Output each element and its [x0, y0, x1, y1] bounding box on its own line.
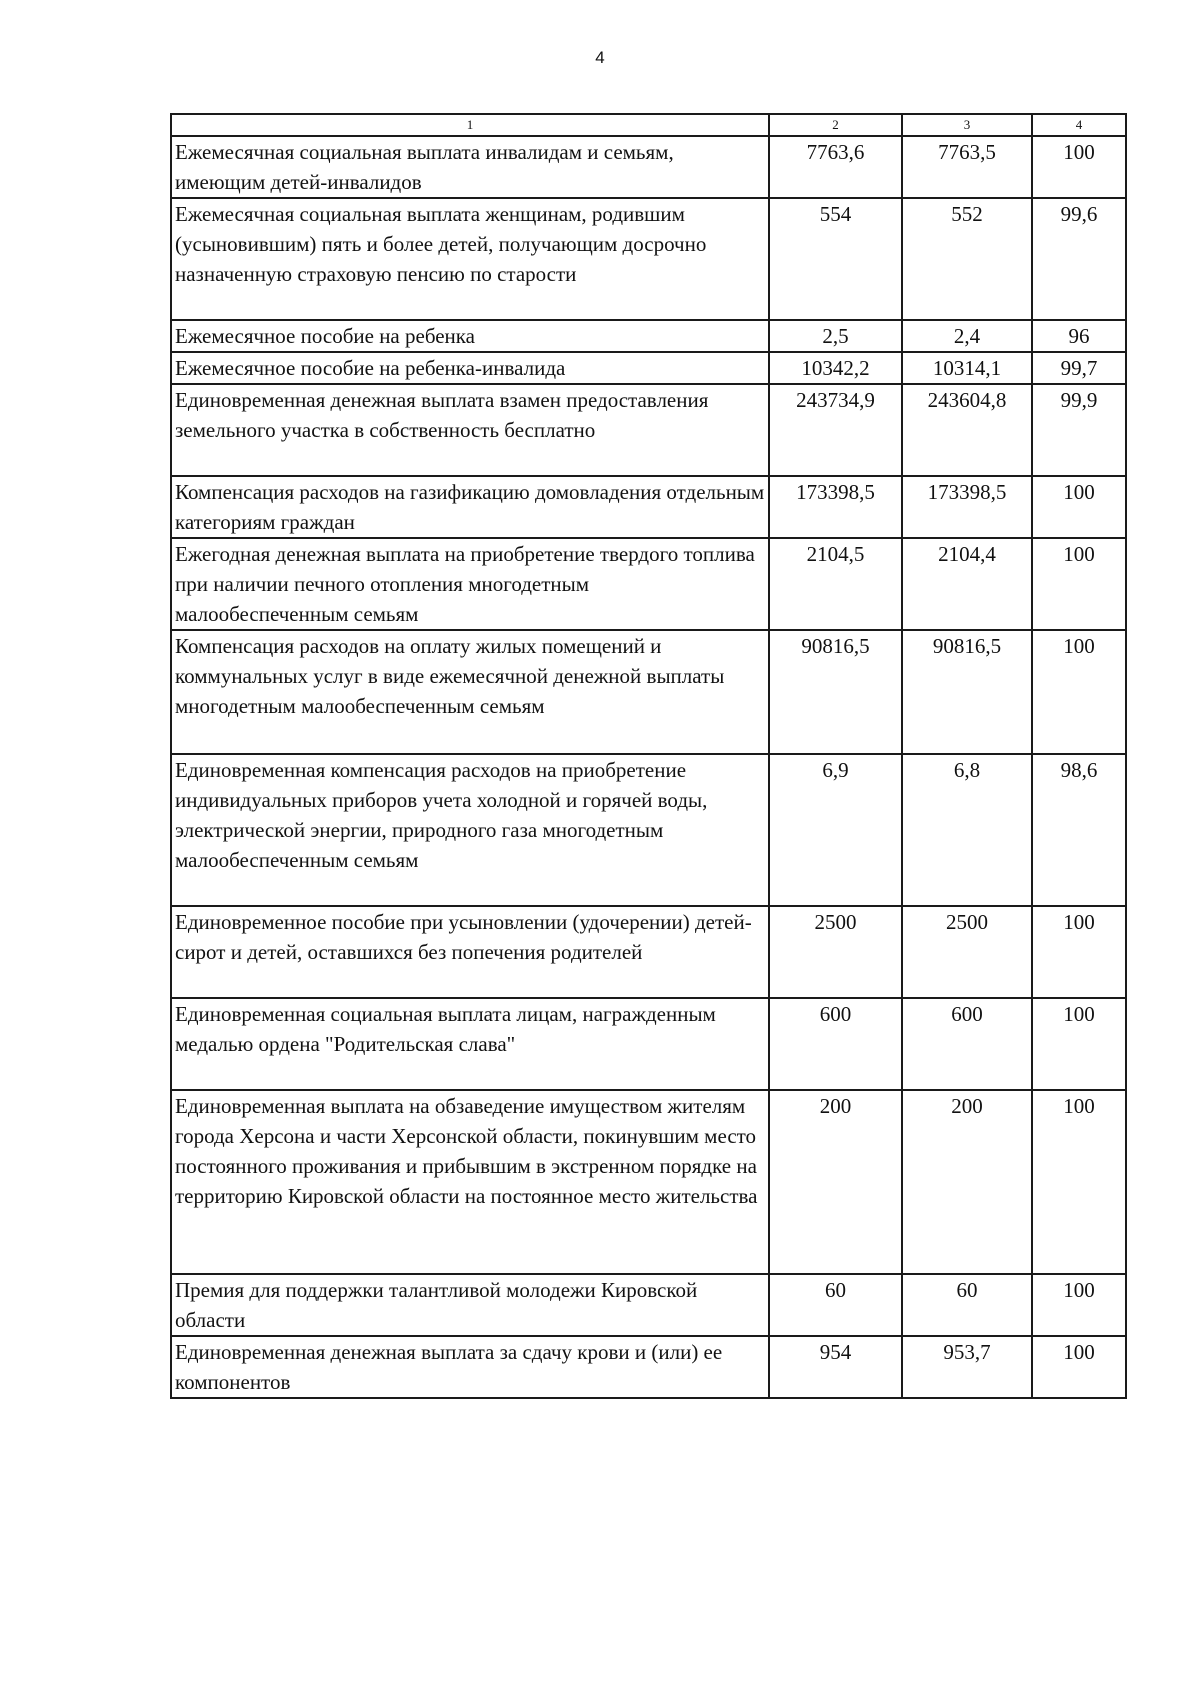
cell-value: 243604,8	[902, 384, 1032, 476]
row-label: Компенсация расходов на газификацию домовладения отдельным категориям граждан	[171, 476, 769, 538]
cell-value: 243734,9	[769, 384, 902, 476]
cell-value: 100	[1032, 136, 1126, 198]
cell-value: 2500	[769, 906, 902, 998]
cell-value: 10342,2	[769, 352, 902, 384]
cell-value: 2500	[902, 906, 1032, 998]
cell-value: 954	[769, 1336, 902, 1398]
table-row	[171, 630, 1126, 754]
table-row	[171, 352, 1126, 384]
table-row	[171, 320, 1126, 352]
table-row	[171, 1274, 1126, 1336]
cell-value: 2104,4	[902, 538, 1032, 630]
table-row	[171, 384, 1126, 476]
row-label: Компенсация расходов на оплату жилых помещений и коммунальных услуг в виде ежемесячной денежной выплаты многодетным малообеспеченным семьям	[171, 630, 769, 754]
row-label: Единовременная денежная выплата взамен предоставления земельного участка в собственность бесплатно	[171, 384, 769, 476]
row-label: Ежегодная денежная выплата на приобретение твердого топлива при наличии печного отопления многодетным малообеспеченным семьям	[171, 538, 769, 630]
table-row	[171, 476, 1126, 538]
cell-value: 10314,1	[902, 352, 1032, 384]
cell-value: 554	[769, 198, 902, 320]
row-label: Единовременная компенсация расходов на приобретение индивидуальных приборов учета холодной и горячей воды, электрической энергии, природного газа многодетным малообеспеченным семьям	[171, 754, 769, 906]
column-header: 4	[1032, 114, 1126, 136]
cell-value: 96	[1032, 320, 1126, 352]
cell-value: 7763,5	[902, 136, 1032, 198]
cell-value: 99,7	[1032, 352, 1126, 384]
cell-value: 600	[769, 998, 902, 1090]
cell-value: 100	[1032, 538, 1126, 630]
cell-value: 6,8	[902, 754, 1032, 906]
cell-value: 100	[1032, 1336, 1126, 1398]
cell-value: 100	[1032, 630, 1126, 754]
table-row	[171, 538, 1126, 630]
table-header-row	[171, 114, 1126, 136]
table-row	[171, 198, 1126, 320]
cell-value: 100	[1032, 1274, 1126, 1336]
row-label: Единовременное пособие при усыновлении (удочерении) детей-сирот и детей, оставшихся без попечения родителей	[171, 906, 769, 998]
cell-value: 60	[902, 1274, 1032, 1336]
cell-value: 100	[1032, 906, 1126, 998]
cell-value: 173398,5	[769, 476, 902, 538]
table-row	[171, 136, 1126, 198]
cell-value: 953,7	[902, 1336, 1032, 1398]
row-label: Ежемесячное пособие на ребенка	[171, 320, 769, 352]
table-row	[171, 906, 1126, 998]
cell-value: 98,6	[1032, 754, 1126, 906]
cell-value: 2,4	[902, 320, 1032, 352]
cell-value: 2,5	[769, 320, 902, 352]
cell-value: 100	[1032, 476, 1126, 538]
cell-value: 6,9	[769, 754, 902, 906]
cell-value: 99,9	[1032, 384, 1126, 476]
cell-value: 2104,5	[769, 538, 902, 630]
cell-value: 100	[1032, 998, 1126, 1090]
cell-value: 60	[769, 1274, 902, 1336]
payments-table	[170, 113, 1127, 1399]
page-number: 4	[595, 48, 605, 67]
row-label: Единовременная социальная выплата лицам, награжденным медалью ордена "Родительская слава"	[171, 998, 769, 1090]
table-row	[171, 754, 1126, 906]
column-header: 3	[902, 114, 1032, 136]
cell-value: 100	[1032, 1090, 1126, 1274]
row-label: Ежемесячная социальная выплата инвалидам и семьям, имеющим детей-инвалидов	[171, 136, 769, 198]
cell-value: 200	[769, 1090, 902, 1274]
row-label: Ежемесячная социальная выплата женщинам, родившим (усыновившим) пять и более детей, получающим досрочно назначенную страховую пенсию по старости	[171, 198, 769, 320]
cell-value: 600	[902, 998, 1032, 1090]
cell-value: 90816,5	[769, 630, 902, 754]
cell-value: 90816,5	[902, 630, 1032, 754]
cell-value: 173398,5	[902, 476, 1032, 538]
row-label: Единовременная выплата на обзаведение имуществом жителям города Херсона и части Херсонской области, покинувшим место постоянного проживания и прибывшим в экстренном порядке на территорию Кировской области на постоянное место жительства	[171, 1090, 769, 1274]
table-row	[171, 1090, 1126, 1274]
cell-value: 200	[902, 1090, 1032, 1274]
cell-value: 7763,6	[769, 136, 902, 198]
row-label: Премия для поддержки талантливой молодежи Кировской области	[171, 1274, 769, 1336]
column-header: 2	[769, 114, 902, 136]
row-label: Единовременная денежная выплата за сдачу крови и (или) ее компонентов	[171, 1336, 769, 1398]
cell-value: 552	[902, 198, 1032, 320]
table-row	[171, 1336, 1126, 1398]
row-label: Ежемесячное пособие на ребенка-инвалида	[171, 352, 769, 384]
cell-value: 99,6	[1032, 198, 1126, 320]
column-header: 1	[171, 114, 769, 136]
table-row	[171, 998, 1126, 1090]
